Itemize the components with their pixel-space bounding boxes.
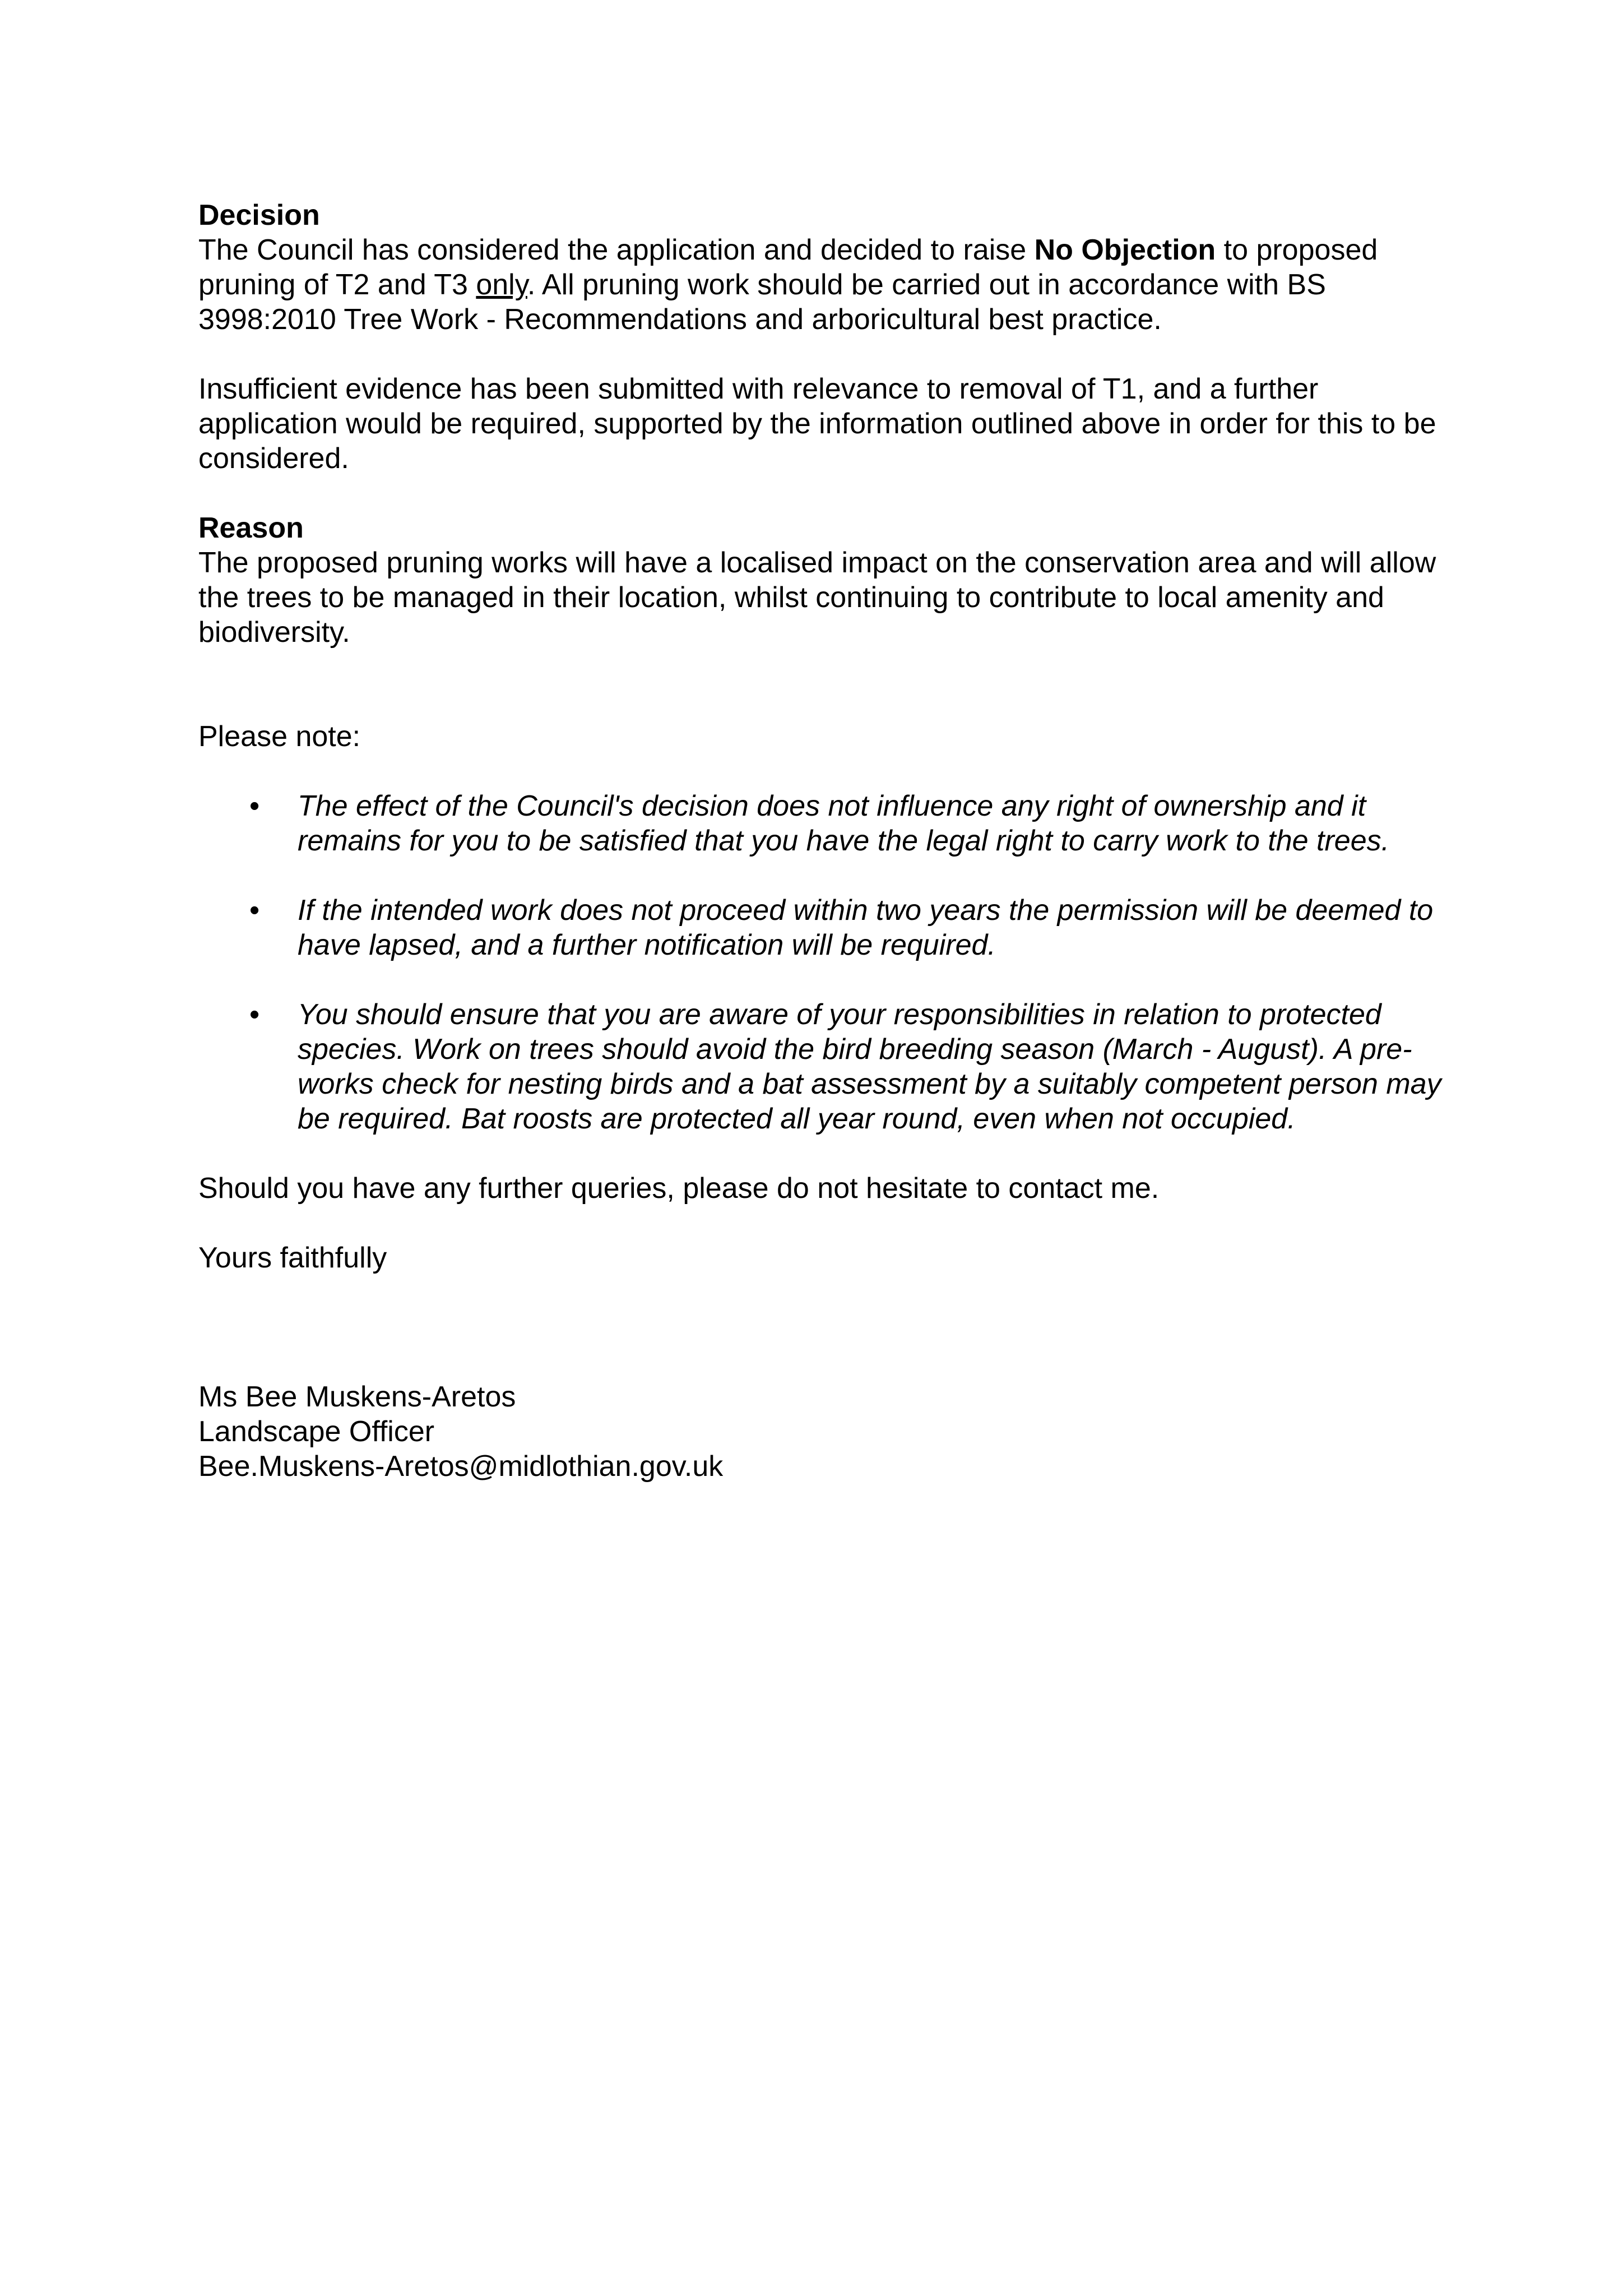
decision-heading: Decision <box>198 199 320 232</box>
notes-list <box>198 789 1443 1136</box>
decision-paragraph <box>198 233 1443 337</box>
note-text: You should ensure that you are aware of your responsibilities in relation to protected species. Work on trees should avoid the bird breeding season (March - August). A pre-works check for nesting birds and a bat assessment by a suitably competent person may be required. Bat roosts are protected all year round, even when not occupied. <box>298 998 1441 1135</box>
note-item <box>198 893 1443 962</box>
decision-text-end: . All pruning work should be carried out in accordance with BS 3998:2010 Tree Work - Recommendations and arboricultural best practice. <box>198 269 1326 336</box>
signatory-name: Ms Bee Muskens-Aretos <box>198 1381 516 1413</box>
no-objection-bold: No Objection <box>1034 234 1216 266</box>
sign-off: Yours faithfully <box>198 1242 387 1274</box>
letter-body <box>198 198 1443 1484</box>
note-item <box>198 789 1443 858</box>
bullet-icon: • <box>249 894 260 927</box>
bullet-icon: • <box>249 998 260 1031</box>
decision-text-middle: to proposed pruning of T2 and T3 <box>198 234 1378 301</box>
reason-heading: Reason <box>198 512 304 544</box>
signatory-title: Landscape Officer <box>198 1415 435 1448</box>
closing-query: Should you have any further queries, please do not hesitate to contact me. <box>198 1172 1160 1205</box>
note-text: If the intended work does not proceed within two years the permission will be deemed to have lapsed, and a further notification will be required. <box>298 894 1434 961</box>
reason-paragraph: The proposed pruning works will have a localised impact on the conservation area and will allow the trees to be managed in their location, whilst continuing to contribute to local amenity and biodiversity. <box>198 547 1436 649</box>
only-underlined: only <box>476 269 527 301</box>
note-item <box>198 997 1443 1136</box>
signature-block <box>198 1380 1443 1484</box>
signatory-email: Bee.Muskens-Aretos@midlothian.gov.uk <box>198 1450 724 1483</box>
note-text: The effect of the Council's decision does not influence any right of ownership and it remains for you to be satisfied that you have the legal right to carry work to the trees. <box>298 790 1390 857</box>
bullet-icon: • <box>249 790 260 822</box>
insufficient-evidence-paragraph: Insufficient evidence has been submitted with relevance to removal of T1, and a further application would be required, supported by the information outlined above in order for this to be considered. <box>198 373 1436 475</box>
please-note-label: Please note: <box>198 720 361 753</box>
decision-text-start: The Council has considered the application and decided to raise <box>198 234 1035 266</box>
